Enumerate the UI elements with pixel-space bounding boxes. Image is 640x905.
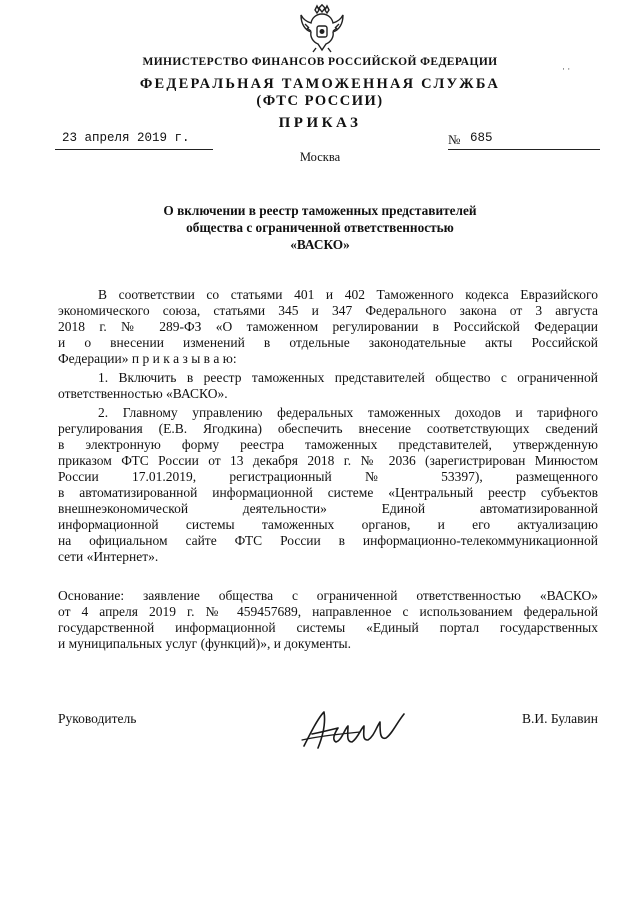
body-line: на официальном сайте ФТС России в информационно-телекоммуникационной xyxy=(58,533,598,548)
body-line: регулирования (Е.В. Ягодкина) обеспечить внесение соответствующих сведений xyxy=(58,421,598,436)
body-line: информационной системы таможенных органов, и его актуализацию xyxy=(58,517,598,532)
signatory-title: Руководитель xyxy=(58,711,137,726)
body-line: в электронную форму реестра таможенных представителей, утвержденную xyxy=(58,437,598,452)
service-short-name: (ФТС РОССИИ) xyxy=(256,93,384,109)
signatory-name: В.И. Булавин xyxy=(521,711,598,726)
title-line: О включении в реестр таможенных представителей xyxy=(163,203,477,218)
scan-specks: · · xyxy=(562,64,571,74)
basis-line: от 4 апреля 2019 г. № 459457689, направленное с использованием федеральной xyxy=(58,604,598,619)
handwritten-signature-icon xyxy=(300,704,408,754)
order-number: 685 xyxy=(470,131,493,145)
document-type: ПРИКАЗ xyxy=(278,115,362,131)
body-line: экономического союза, статьями 345 и 347 Федерального закона от 3 августа xyxy=(58,303,598,318)
title-line: «ВАСКО» xyxy=(290,237,350,252)
body-line: России 17.01.2019, регистрационный № 53397), размещенного xyxy=(58,469,598,484)
body-line: Федерации» п р и к а з ы в а ю: xyxy=(58,351,237,366)
body-line: сети «Интернет». xyxy=(58,549,159,564)
basis-line: и муниципальных услуг (функций)», и документы. xyxy=(58,636,351,651)
body-line: приказом ФТС России от 13 декабря 2018 г. № 2036 (зарегистрирован Минюстом xyxy=(58,453,598,468)
service-name: ФЕДЕРАЛЬНАЯ ТАМОЖЕННАЯ СЛУЖБА xyxy=(139,76,501,92)
body-line: ответственностью «ВАСКО». xyxy=(58,386,228,401)
body-line: и о внесении изменений в отдельные законодательные акты Российской xyxy=(58,335,598,350)
title-line: общества с ограниченной ответственностью xyxy=(186,220,454,235)
order-date: 23 апреля 2019 г. xyxy=(62,131,190,145)
body-line: 2. Главному управлению федеральных таможенных доходов и тарифного xyxy=(98,405,598,420)
basis-line: Основание: заявление общества с ограниченной ответственностью «ВАСКО» xyxy=(58,588,598,603)
basis-line: государственной информационной системы «Единый портал государственных xyxy=(58,620,598,635)
body-line: внешнеэкономической деятельности» Единой автоматизированной xyxy=(58,501,598,516)
body-line: 1. Включить в реестр таможенных представителей общество с ограниченной xyxy=(98,370,598,385)
ministry-name: МИНИСТЕРСТВО ФИНАНСОВ РОССИЙСКОЙ ФЕДЕРАЦИИ xyxy=(142,56,498,68)
city: Москва xyxy=(299,150,341,164)
body-line: 2018 г. № 289-ФЗ «О таможенном регулировании в Российской Федерации xyxy=(58,319,598,334)
coat-of-arms-icon xyxy=(299,4,345,54)
body-line: в автоматизированной информационной системе «Центральный реестр субъектов xyxy=(58,485,598,500)
number-label: № xyxy=(448,132,461,147)
body-line: В соответствии со статьями 401 и 402 Таможенного кодекса Евразийского xyxy=(98,287,598,302)
